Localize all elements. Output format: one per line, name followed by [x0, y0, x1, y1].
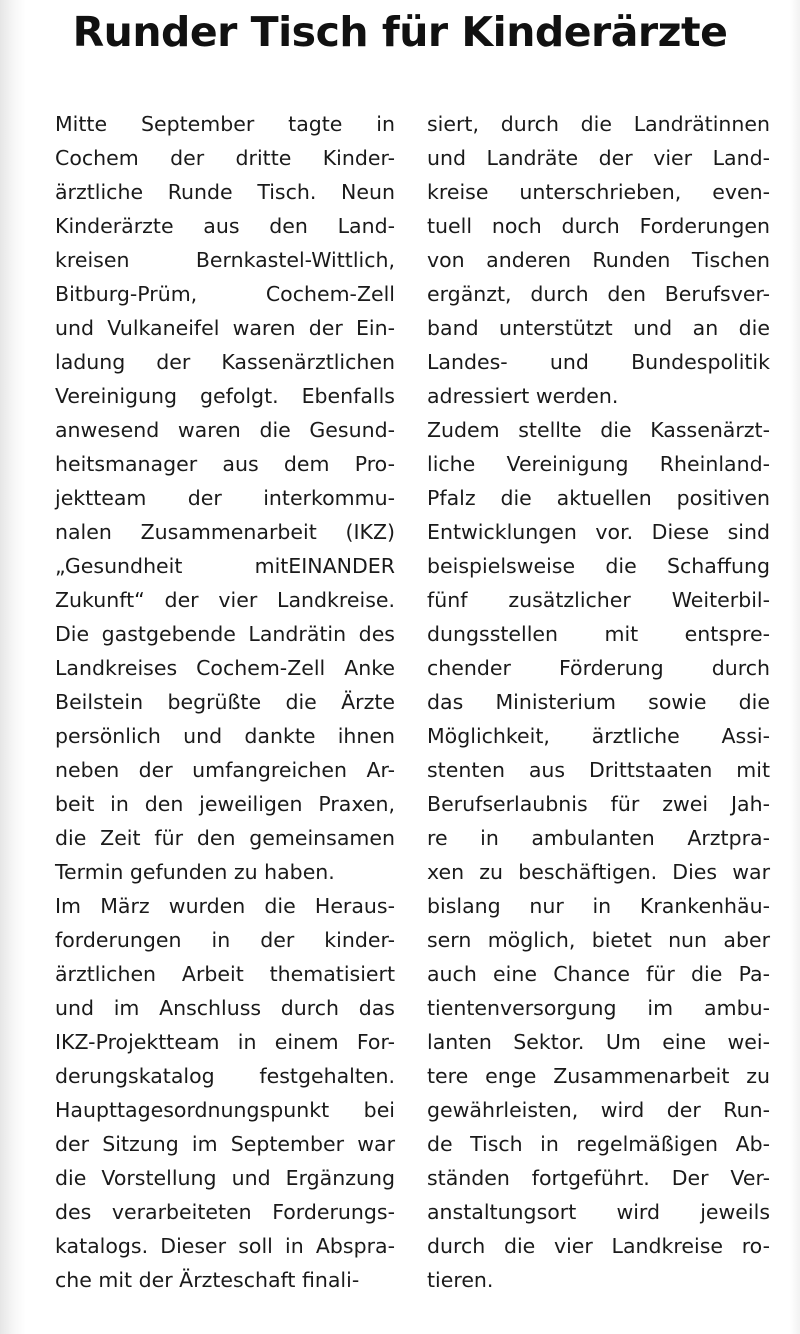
text-line: fünf zusätzlicher Weiterbil-	[427, 588, 770, 612]
text-line: Beilstein begrüßte die Ärzte	[55, 690, 395, 714]
text-line: tere enge Zusammenarbeit zu	[427, 1064, 770, 1088]
text-line: derungskatalog festgehalten.	[55, 1064, 395, 1088]
text-line: von anderen Runden Tischen	[427, 248, 770, 272]
text-line: beispielsweise die Schaffung	[427, 554, 770, 578]
text-line: anwesend waren die Gesund-	[55, 418, 395, 442]
text-line: dungsstellen mit entspre-	[427, 622, 770, 646]
text-line: kreise unterschrieben, even-	[427, 180, 770, 204]
text-line: persönlich und dankte ihnen	[55, 724, 395, 748]
text-line: der Sitzung im September war	[55, 1132, 395, 1156]
text-line: und Landräte der vier Land-	[427, 146, 770, 170]
text-line: forderungen in der kinder-	[55, 928, 395, 952]
text-line: Haupttagesordnungspunkt bei	[55, 1098, 395, 1122]
text-line: bislang nur in Krankenhäu-	[427, 894, 770, 918]
text-line: siert, durch die Landrätinnen	[427, 112, 770, 136]
text-line: beit in den jeweiligen Praxen,	[55, 792, 395, 816]
text-line: Bitburg-Prüm, Cochem-Zell	[55, 282, 395, 306]
text-line: „Gesundheit mitEINANDER	[55, 554, 395, 578]
text-line: ergänzt, durch den Berufsver-	[427, 282, 770, 306]
text-line: xen zu beschäftigen. Dies war	[427, 860, 770, 884]
text-line: Zukunft“ der vier Landkreise.	[55, 588, 395, 612]
text-line: heitsmanager aus dem Pro-	[55, 452, 395, 476]
text-line: die Zeit für den gemeinsamen	[55, 826, 395, 850]
article-title: Runder Tisch für Kinderärzte	[72, 8, 728, 56]
text-line: Im März wurden die Heraus-	[55, 894, 395, 918]
text-line: neben der umfangreichen Ar-	[55, 758, 395, 782]
text-line: auch eine Chance für die Pa-	[427, 962, 770, 986]
text-line: und im Anschluss durch das	[55, 996, 395, 1020]
text-line: nalen Zusammenarbeit (IKZ)	[55, 520, 395, 544]
article-column-left	[55, 107, 395, 1297]
text-line: Entwicklungen vor. Diese sind	[427, 520, 770, 544]
text-line: Landes- und Bundespolitik	[427, 350, 770, 374]
text-line: ärztlichen Arbeit thematisiert	[55, 962, 395, 986]
text-line: katalogs. Dieser soll in Abspra-	[55, 1234, 395, 1258]
text-line: ladung der Kassenärztlichen	[55, 350, 395, 374]
text-line: das Ministerium sowie die	[427, 690, 770, 714]
text-line: liche Vereinigung Rheinland-	[427, 452, 770, 476]
text-line: ständen fortgeführt. Der Ver-	[427, 1166, 770, 1190]
text-line: Pfalz die aktuellen positiven	[427, 486, 770, 510]
text-line: jektteam der interkommu-	[55, 486, 395, 510]
text-line: Möglichkeit, ärztliche Assi-	[427, 724, 770, 748]
text-line: kreisen Bernkastel-Wittlich,	[55, 248, 395, 272]
text-line: Kinderärzte aus den Land-	[55, 214, 395, 238]
text-line: Die gastgebende Landrätin des	[55, 622, 395, 646]
text-line: che mit der Ärzteschaft finali-	[55, 1268, 360, 1292]
text-line: Vereinigung gefolgt. Ebenfalls	[55, 384, 395, 408]
article-column-right	[427, 107, 770, 1297]
text-line: des verarbeiteten Forderungs-	[55, 1200, 395, 1224]
text-line: ärztliche Runde Tisch. Neun	[55, 180, 395, 204]
text-line: tuell noch durch Forderungen	[427, 214, 770, 238]
text-line: durch die vier Landkreise ro-	[427, 1234, 770, 1258]
text-line: Zudem stellte die Kassenärzt-	[427, 418, 770, 442]
text-line: Termin gefunden zu haben.	[55, 860, 335, 884]
text-line: tieren.	[427, 1268, 494, 1292]
text-line: band unterstützt und an die	[427, 316, 770, 340]
text-line: lanten Sektor. Um eine wei-	[427, 1030, 770, 1054]
text-line: tientenversorgung im ambu-	[427, 996, 770, 1020]
text-line: Berufserlaubnis für zwei Jah-	[427, 792, 770, 816]
text-line: adressiert werden.	[427, 384, 619, 408]
text-line: Landkreises Cochem-Zell Anke	[55, 656, 395, 680]
text-line: re in ambulanten Arztpra-	[427, 826, 770, 850]
text-line: anstaltungsort wird jeweils	[427, 1200, 770, 1224]
text-line: sern möglich, bietet nun aber	[427, 928, 770, 952]
text-line: stenten aus Drittstaaten mit	[427, 758, 770, 782]
text-line: gewährleisten, wird der Run-	[427, 1098, 770, 1122]
text-line: Mitte September tagte in	[55, 112, 395, 136]
text-line: IKZ-Projektteam in einem For-	[55, 1030, 395, 1054]
text-line: Cochem der dritte Kinder-	[55, 146, 395, 170]
text-line: de Tisch in regelmäßigen Ab-	[427, 1132, 770, 1156]
text-line: und Vulkaneifel waren der Ein-	[55, 316, 395, 340]
text-line: chender Förderung durch	[427, 656, 770, 680]
text-line: die Vorstellung und Ergänzung	[55, 1166, 395, 1190]
